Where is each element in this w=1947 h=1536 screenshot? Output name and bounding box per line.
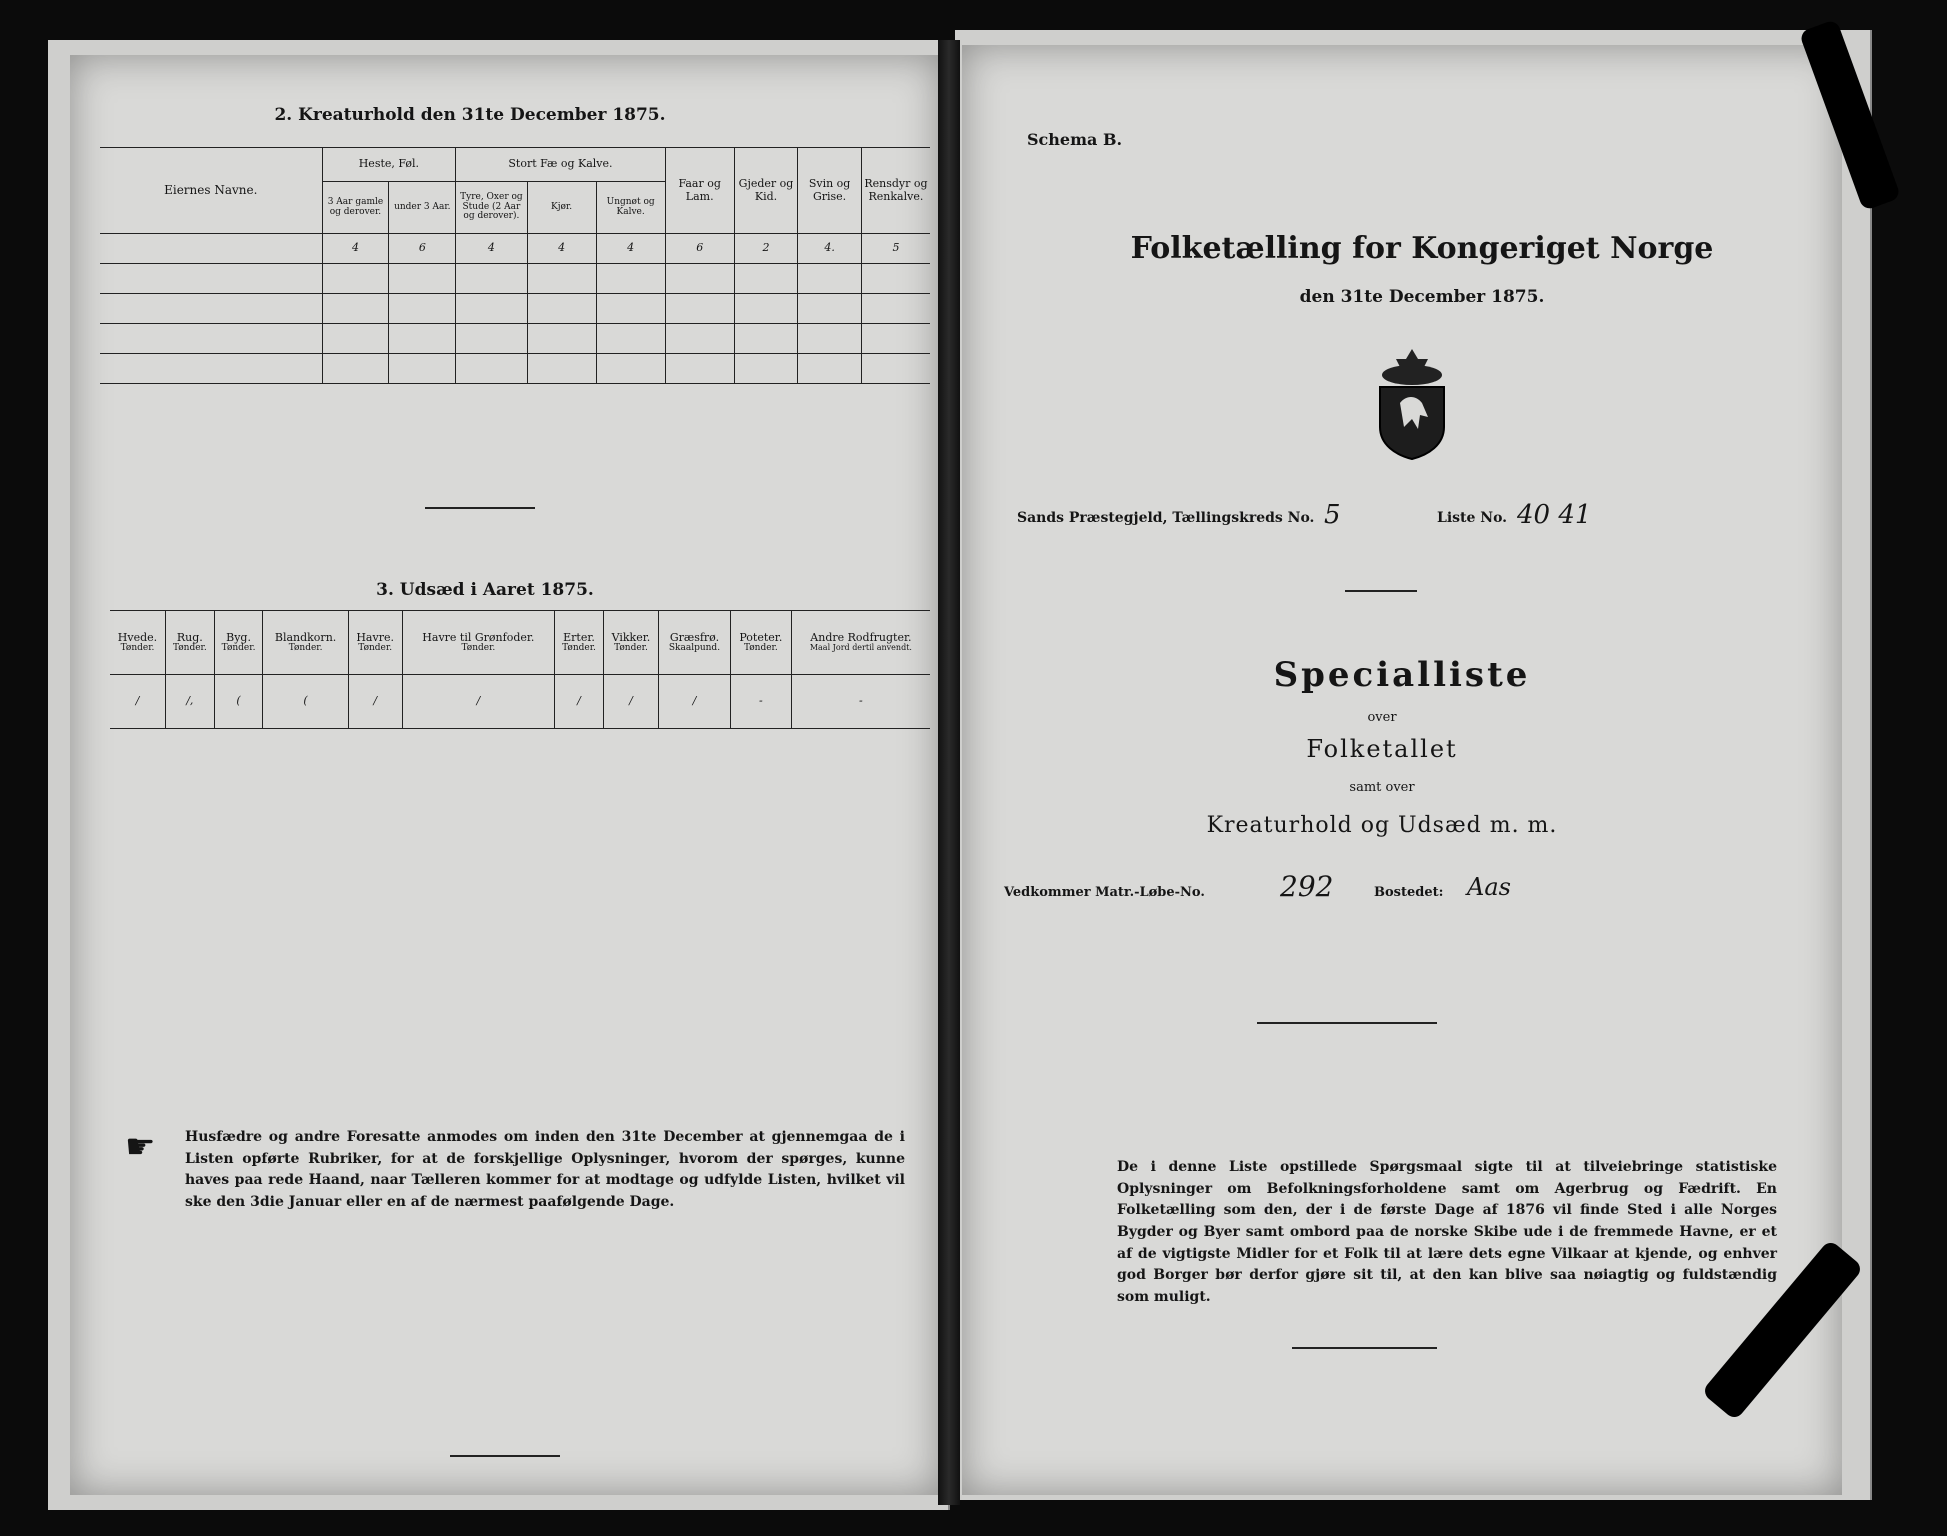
col-horse-old: 3 Aar gamle og derover. xyxy=(322,182,389,234)
seed-col-header: Græsfrø. Skaalpund. xyxy=(659,611,731,675)
seed-value: / xyxy=(110,675,165,729)
seed-col-header: Blandkorn. Tønder. xyxy=(263,611,348,675)
seed-value: / xyxy=(659,675,731,729)
horse-group-header: Heste, Føl. xyxy=(322,148,456,182)
seed-table xyxy=(110,610,930,729)
value-cell: 4 xyxy=(596,234,665,264)
matr-number: 292 xyxy=(1280,870,1334,903)
liste-label: Liste No. xyxy=(1437,510,1508,526)
census-title: Folketælling for Kongeriget Norge xyxy=(1130,231,1714,266)
owner-name-header: Eiernes Navne. xyxy=(100,148,322,234)
col-goats: Gjeder og Kid. xyxy=(734,148,798,234)
schema-label: Schema B. xyxy=(1027,130,1123,149)
right-page xyxy=(962,45,1842,1495)
pointing-hand-icon: ☛ xyxy=(125,1127,156,1167)
livestock-table xyxy=(100,147,930,384)
census-date: den 31te December 1875. xyxy=(1299,287,1545,307)
seed-value: - xyxy=(791,675,930,729)
norway-coat-of-arms xyxy=(1366,345,1458,460)
specialliste-heading: Specialliste xyxy=(1273,655,1531,695)
seed-value: - xyxy=(730,675,791,729)
value-cell: 4 xyxy=(527,234,596,264)
seed-col-header: Vikker. Tønder. xyxy=(603,611,658,675)
bosted-value: Aas xyxy=(1467,873,1511,901)
bottom-divider xyxy=(450,1455,560,1457)
col-horse-young: under 3 Aar. xyxy=(389,182,456,234)
col-calves: Ungnøt og Kalve. xyxy=(596,182,665,234)
folketallet-heading: Folketallet xyxy=(1306,735,1458,763)
col-sheep: Faar og Lam. xyxy=(665,148,734,234)
col-pigs: Svin og Grise. xyxy=(798,148,862,234)
seed-value: / xyxy=(402,675,555,729)
cattle-group-header: Stort Fæ og Kalve. xyxy=(456,148,665,182)
value-cell: 6 xyxy=(665,234,734,264)
seed-col-header: Havre. Tønder. xyxy=(348,611,402,675)
value-cell: 2 xyxy=(734,234,798,264)
seed-col-header: Rug. Tønder. xyxy=(165,611,214,675)
seed-col-header: Hvede. Tønder. xyxy=(110,611,165,675)
seed-value: / xyxy=(555,675,604,729)
seed-col-header: Havre til Grønfoder. Tønder. xyxy=(402,611,555,675)
parish-label: Sands Præstegjeld, Tællingskreds No. xyxy=(1017,510,1315,526)
value-cell: 6 xyxy=(389,234,456,264)
seed-value: / xyxy=(348,675,402,729)
seed-col-header: Erter. Tønder. xyxy=(555,611,604,675)
book-spine xyxy=(938,40,960,1505)
seed-col-header: Poteter. Tønder. xyxy=(730,611,791,675)
seed-value: ( xyxy=(214,675,263,729)
col-bulls: Tyre, Oxer og Stude (2 Aar og derover). xyxy=(456,182,527,234)
footer-text: De i denne Liste opstillede Spørgsmaal sigte til at tilveiebringe statistiske Oplysninger om Befolkningsforholdene samt om Agerbrug og Fædrift. En Folketælling som den, der i de første Dage af 1876 vil finde Sted i alle Norges Bygder og Byer samt ombord paa de norske Skibe ude i de fremmede Havne, er et af de vigtigste Midler for et Folk til at lære dets egne Vilkaar at kjende, og enhver god Borger bør derfor gjøre sit til, at den kan blive saa nøiagtig og fuldstændig som muligt. xyxy=(1117,1159,1777,1306)
section2-title: 2. Kreaturhold den 31te December 1875. xyxy=(274,105,666,125)
seed-value: ( xyxy=(263,675,348,729)
section3-title: 3. Udsæd i Aaret 1875. xyxy=(376,580,594,600)
seed-value: /, xyxy=(165,675,214,729)
kreds-number: 5 xyxy=(1324,500,1341,530)
col-cows: Kjør. xyxy=(527,182,596,234)
value-cell: 4 xyxy=(456,234,527,264)
seed-col-header: Byg. Tønder. xyxy=(214,611,263,675)
value-cell: 4 xyxy=(322,234,389,264)
notice-text: Husfædre og andre Foresatte anmodes om inden den 31te December at gjennemgaa de i Listen opførte Rubriker, for at de forskjellige Oplysninger, hvorom der spørges, kunne haves paa rede Haand, naar Tælleren kommer for at modtage og udfylde Listen, hvilket vil ske den 3die Januar eller en af de nærmest paafølgende Dage. xyxy=(185,1129,905,1211)
divider xyxy=(425,507,535,509)
over-text: over xyxy=(1367,710,1397,725)
kreaturhold-heading: Kreaturhold og Udsæd m. m. xyxy=(1206,813,1558,838)
seed-value: / xyxy=(603,675,658,729)
bosted-label: Bostedet: xyxy=(1374,885,1444,900)
matr-label: Vedkommer Matr.-Løbe-No. xyxy=(1004,885,1205,900)
left-page xyxy=(70,55,940,1495)
liste-number: 40 41 xyxy=(1517,500,1592,530)
divider xyxy=(1257,1022,1437,1024)
owner-cell xyxy=(100,234,322,264)
bottom-divider xyxy=(1292,1347,1437,1349)
samt-over-text: samt over xyxy=(1349,780,1415,795)
value-cell: 4. xyxy=(798,234,862,264)
col-reindeer: Rensdyr og Renkalve. xyxy=(861,148,930,234)
divider xyxy=(1345,590,1417,592)
value-cell: 5 xyxy=(861,234,930,264)
seed-col-header: Andre Rodfrugter. Maal Jord dertil anvendt. xyxy=(791,611,930,675)
